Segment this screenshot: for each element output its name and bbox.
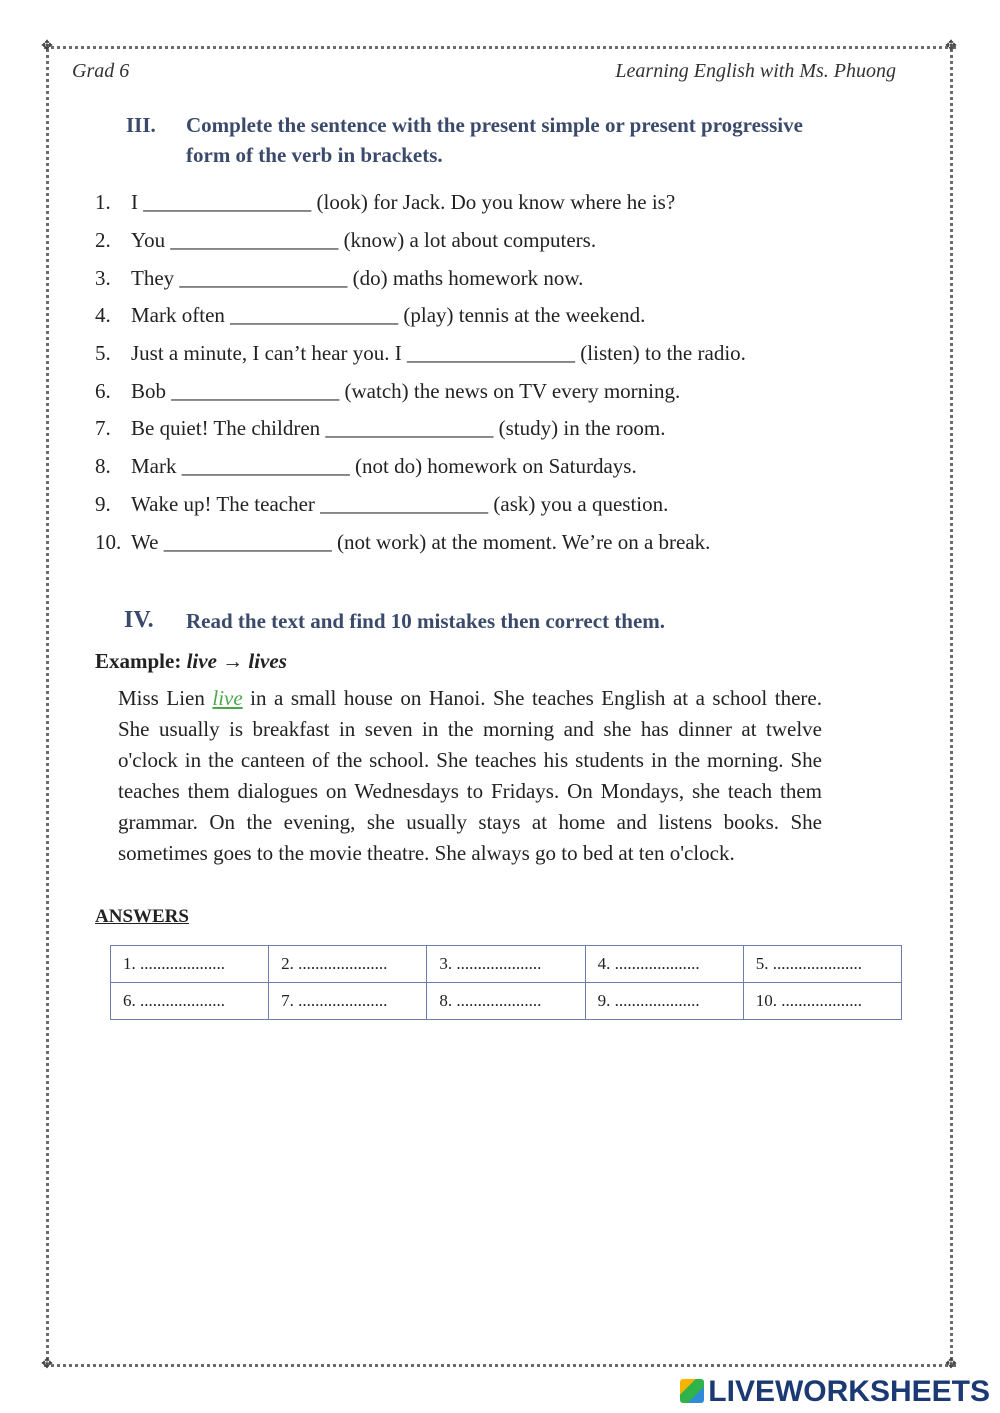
item-text: I ________________ (look) for Jack. Do you know where he is?: [131, 190, 676, 214]
item-number: 2.: [95, 228, 111, 252]
table-row: [111, 983, 902, 1020]
passage-highlight: live: [212, 686, 243, 710]
section-3-title-line2: form of the verb in brackets.: [186, 143, 443, 167]
reading-passage: [118, 683, 822, 869]
answer-cell[interactable]: 8. ....................: [427, 983, 585, 1020]
list-item: [95, 378, 680, 404]
list-item: [95, 415, 665, 441]
list-item: [95, 491, 668, 517]
liveworksheets-logo: [680, 1375, 990, 1409]
passage-rest: in a small house on Hanoi. She teaches English at a school there. She usually is breakfast in seven in the morning and she has dinner at twelve o'clock in the canteen of the school. She teaches his students in the morning. She teaches them dialogues on Wednesdays to Fridays. On Mondays, she teach them grammar. On the evening, she usually stays at home and listens books. She sometimes goes to the movie theatre. She always go to bed at ten o'clock.: [118, 686, 822, 865]
corner-ornament-icon: ✥: [41, 1357, 53, 1372]
example-line: [95, 648, 287, 674]
item-number: 7.: [95, 416, 111, 440]
item-text: We ________________ (not work) at the moment. We’re on a break.: [131, 530, 711, 554]
answer-cell[interactable]: 10. ...................: [743, 983, 901, 1020]
section-4-title: Read the text and find 10 mistakes then correct them.: [186, 609, 666, 633]
brand-text: LIVEWORKSHEETS: [708, 1375, 990, 1408]
answer-cell[interactable]: 2. .....................: [269, 946, 427, 983]
corner-ornament-icon: ✥: [945, 39, 957, 54]
item-number: 5.: [95, 341, 111, 365]
item-text: They ________________ (do) maths homework now.: [131, 266, 584, 290]
answer-cell[interactable]: 3. ....................: [427, 946, 585, 983]
header-grade: Grad 6: [72, 60, 130, 82]
answer-cell[interactable]: 7. .....................: [269, 983, 427, 1020]
item-number: 4.: [95, 303, 111, 327]
answer-cell[interactable]: 9. ....................: [585, 983, 743, 1020]
list-item: [95, 265, 583, 291]
item-text: Mark ________________ (not do) homework on Saturdays.: [131, 454, 637, 478]
list-item: [95, 302, 645, 328]
page-border-right: [950, 44, 953, 1366]
list-item: [95, 453, 637, 479]
item-text: Mark often ________________ (play) tennis at the weekend.: [131, 303, 646, 327]
item-number: 10.: [95, 530, 122, 554]
item-text: Wake up! The teacher ________________ (ask) you a question.: [131, 492, 669, 516]
item-number: 6.: [95, 379, 111, 403]
example-value: live → lives: [186, 649, 287, 673]
answer-cell[interactable]: 6. ....................: [111, 983, 269, 1020]
answers-title: ANSWERS: [95, 906, 189, 927]
list-item: [95, 189, 675, 215]
section-3-title-line1: Complete the sentence with the present simple or present progressive: [186, 113, 803, 137]
liveworksheets-icon: [680, 1379, 704, 1403]
answers-table: [110, 945, 902, 1020]
header-course: Learning English with Ms. Phuong: [615, 60, 896, 82]
item-text: Just a minute, I can’t hear you. I ________________ (listen) to the radio.: [131, 341, 746, 365]
list-item: [95, 227, 596, 253]
list-item: [95, 529, 710, 555]
section-3-number: III.: [126, 113, 156, 137]
table-row: [111, 946, 902, 983]
page-border-top: [44, 46, 956, 49]
section-4-number: IV.: [124, 607, 154, 633]
item-text: Bob ________________ (watch) the news on TV every morning.: [131, 379, 681, 403]
corner-ornament-icon: ✥: [41, 39, 53, 54]
item-number: 9.: [95, 492, 111, 516]
item-number: 8.: [95, 454, 111, 478]
item-text: Be quiet! The children ________________ (study) in the room.: [131, 416, 666, 440]
passage-start: Miss Lien: [118, 686, 213, 710]
answer-cell[interactable]: 1. ....................: [111, 946, 269, 983]
page-border-bottom: [44, 1364, 956, 1367]
corner-ornament-icon: ✥: [945, 1357, 957, 1372]
item-text: You ________________ (know) a lot about computers.: [131, 228, 597, 252]
answer-cell[interactable]: 5. .....................: [743, 946, 901, 983]
page-border-left: [46, 44, 49, 1366]
answer-cell[interactable]: 4. ....................: [585, 946, 743, 983]
item-number: 1.: [95, 190, 111, 214]
list-item: [95, 340, 746, 366]
example-label: Example:: [95, 649, 182, 673]
item-number: 3.: [95, 266, 111, 290]
